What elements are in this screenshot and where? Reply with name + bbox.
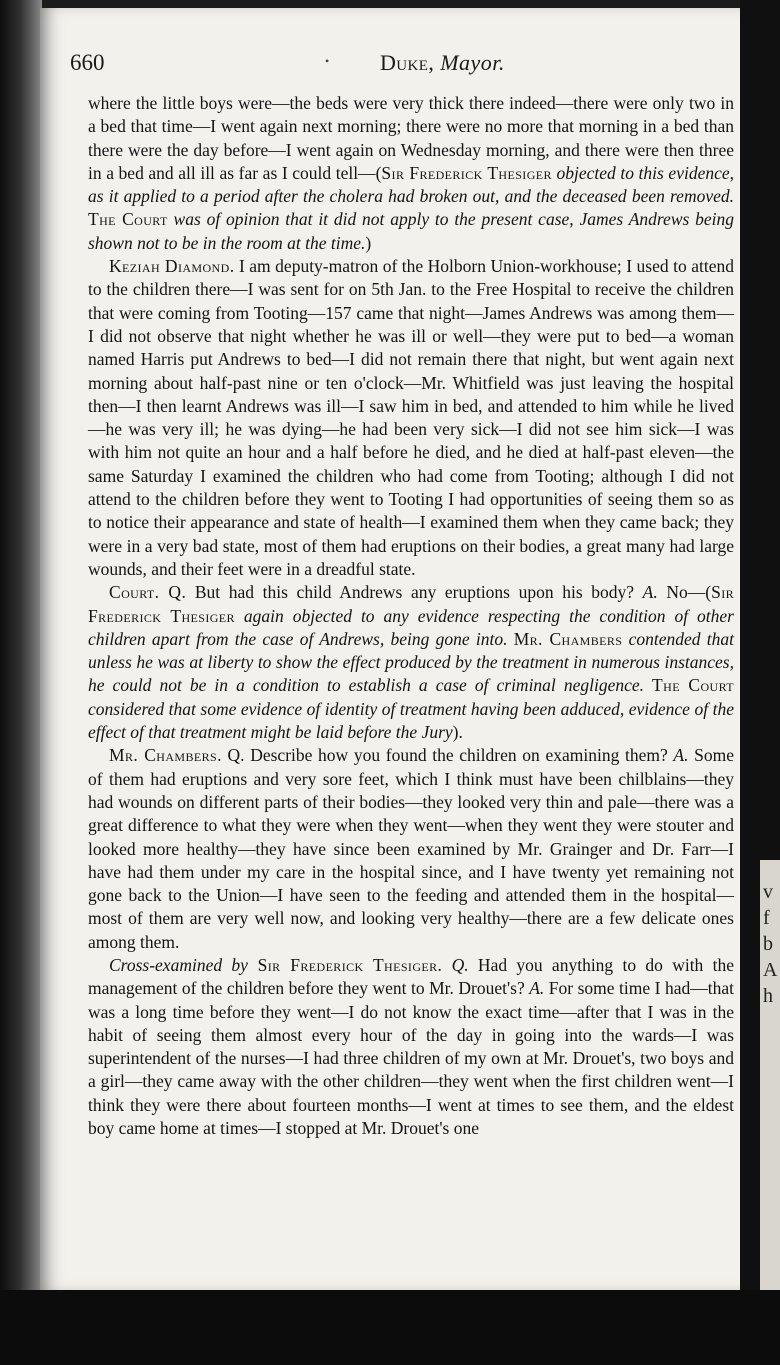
text-run: No—(: [657, 582, 712, 603]
text-run: Keziah Diamond.: [109, 256, 235, 277]
adjacent-page-sliver: [760, 860, 780, 1290]
book-binding-shadow: [0, 0, 42, 1365]
text-run: Q. Describe how you found the children on examining them?: [221, 745, 674, 766]
paragraph: [88, 255, 734, 581]
text-run: again objected to any evidence respecting the condition of other children apart from the case of Andrews, being gone into.: [88, 605, 734, 649]
page-header: [70, 50, 710, 84]
text-run: Q.: [159, 582, 187, 603]
text-run: For some time I had—that was a long time before they went—I do not know the exact time—after that I was in the habit of seeing them almost every hour of the day in going into the wards—I was superintendent of the nurses—I had three children of my own at Mr. Drouet's, two boys and a girl—they came away with the other children—they went when the first children went—I think they were there about fourteen months—I went at times to see them, and the eldest boy came home at times—I stopped at Mr. Drouet's one: [88, 978, 734, 1139]
text-run: ).: [452, 722, 463, 743]
text-run: The Court: [88, 209, 168, 230]
text-run: I am deputy-matron of the Holborn Union-workhouse; I used to attend to the children there—I was sent for on 5th Jan. to the Free Hospital to receive the children that were coming from Tooting—157 came that night—James Andrews was among them—I did not observe that night whether he was ill or well—they were put to bed—a woman named Harris put Andrews to bed—I did not remain there that night, but went again next morning about half-past nine or ten o'clock—Mr. Whitfield was just leaving the hospital then—I then learnt Andrews was ill—I saw him in bed, and attended to him while he lived—he was very ill; he was dying—he had been very sick—I did not see him sick—I was with him not quite an hour and a half before he died, and he died at half-past eleven—the same Saturday I examined the children who had come from Tooting; although I did not attend to the children before they went to Tooting I had opportunities of seeing them so as to notice their appearance and state of health—I examined them when they came back; they were in a very bad state, most of them had eruptions on their bodies, a great many had large wounds, and their feet were in a dreadful state.: [88, 256, 734, 579]
text-run: [442, 955, 451, 975]
adjacent-page-letter: h: [763, 985, 773, 1007]
paragraph: [88, 581, 734, 744]
paragraph: [88, 92, 734, 255]
text-run: considered that some evidence of identity of treatment having been adduced, evidence of the effect of that treatment might be laid before the Jury: [88, 698, 734, 743]
text-run: where the little boys were—the beds were very thick there indeed—there were only two in a bed that time—I went again next morning; there were no more that morning in a bed than there were the day before—I went again on Wednesday morning, and there were then three in a bed and all ill as far as I could tell—(: [88, 93, 734, 183]
running-head: [380, 50, 505, 76]
text-run: contended that unless he was at liberty to show the effect produced by the treatment in numerous instances, he could not be in a condition to establish a case of criminal negligence.: [88, 628, 734, 696]
text-run: Had you anything to do with the management of the children before they went to Mr. Drouet's?: [88, 954, 734, 999]
text-run: Some of them had eruptions and very sore feet, which I think must have been chilblains—they had wounds on different parts of their bodies—they looked very thin and pale—there was a great difference to what they were when they went—when they went they were stouter and looked more healthy—they have since been examined by Mr. Grainger and Dr. Farr—I have had them under my care in the hospital since, and I have twenty yet remaining not gone back to the Union—I have seen to the feeding and attended them in the hospital—most of them are very well now, and looking very healthy—there are a few delicate ones among them.: [88, 745, 735, 952]
paragraph: [88, 744, 734, 954]
text-run: Sir Frederick Thesiger: [381, 162, 552, 183]
text-run: A.: [642, 582, 658, 603]
text-run: A.: [673, 745, 689, 766]
paragraph: [88, 954, 734, 1140]
text-run: But had this child Andrews any eruptions upon his body?: [186, 582, 643, 603]
text-run: Sir Frederick Thesiger: [88, 582, 735, 626]
text-run: Sir Frederick Thesiger.: [247, 954, 443, 975]
running-head-role: Mayor.: [440, 50, 505, 75]
adjacent-page-letter: b: [763, 933, 773, 955]
text-run: A.: [529, 978, 545, 999]
text-run: ): [365, 232, 372, 253]
text-run: was of opinion that it did not apply to the present case, James Andrews being shown not to be in the room at the time.: [88, 209, 734, 253]
adjacent-page-letter: A: [763, 959, 778, 981]
adjacent-page-letter: f: [763, 907, 770, 929]
body-text: [88, 92, 734, 1140]
printer-mark: •: [325, 54, 330, 68]
text-run: Mr. Chambers: [513, 628, 623, 649]
page-number: 660: [70, 50, 105, 75]
adjacent-page-letter: v: [763, 881, 773, 903]
text-run: Court.: [109, 582, 160, 603]
text-run: objected to this evidence, as it applied to a period after the cholera had broken out, and the deceased been removed.: [88, 162, 734, 207]
running-head-name: Duke,: [380, 50, 435, 75]
text-run: Cross-examined by: [109, 954, 248, 975]
text-run: Q.: [451, 954, 469, 975]
scan-bottom-edge: [0, 1290, 780, 1365]
text-run: The Court: [652, 675, 734, 696]
text-run: Mr. Chambers.: [109, 745, 222, 766]
